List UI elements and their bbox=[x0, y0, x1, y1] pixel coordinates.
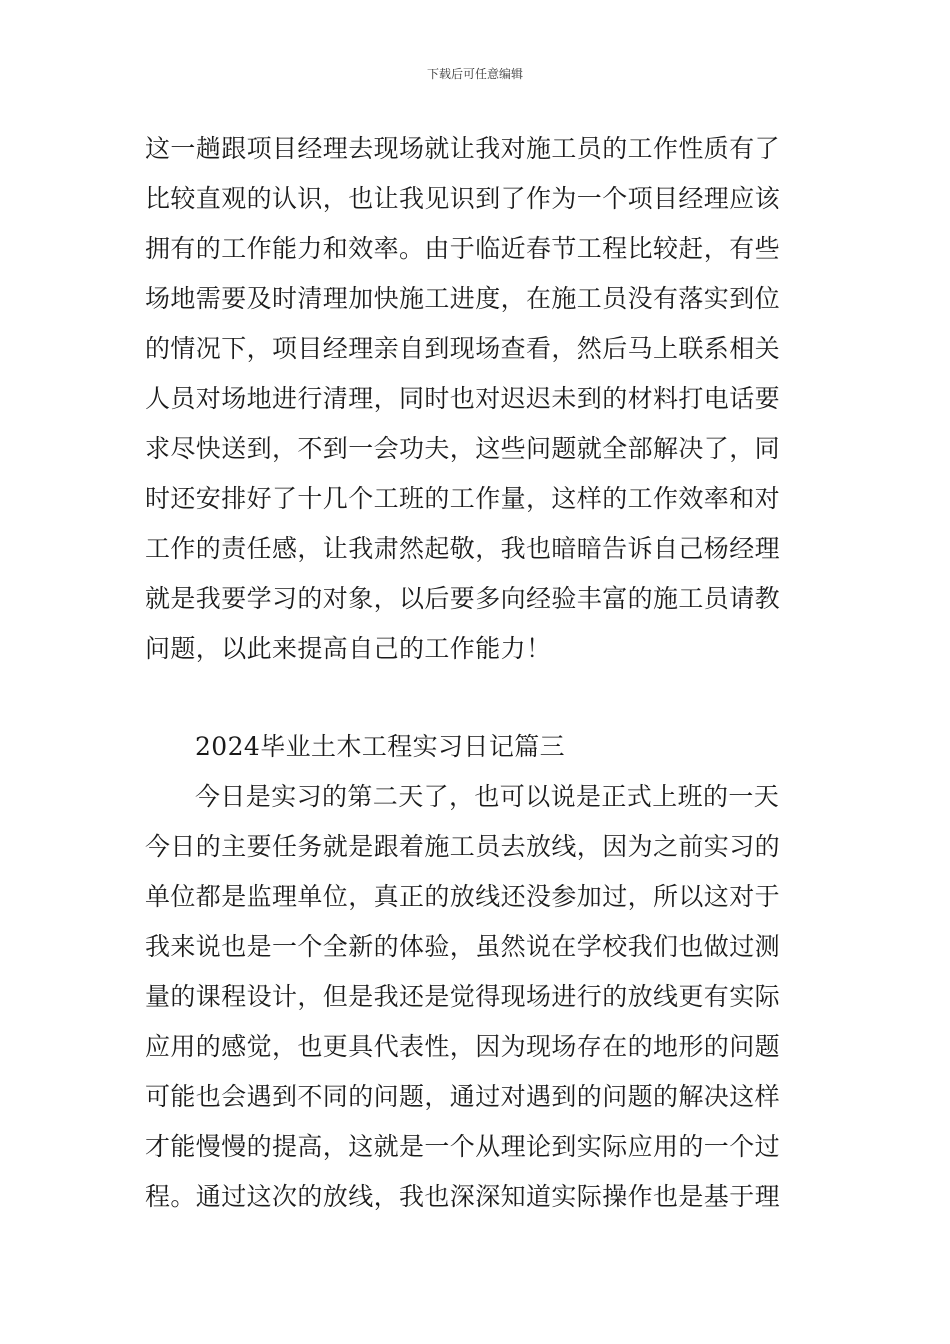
continuation-paragraph bbox=[145, 124, 825, 674]
text-line: 量的课程设计，但是我还是觉得现场进行的放线更有实际 bbox=[145, 982, 781, 1011]
text-line: 程。通过这次的放线，我也深深知道实际操作也是基于理 bbox=[145, 1182, 781, 1211]
diary-section bbox=[145, 722, 825, 1222]
text-line: 我来说也是一个全新的体验，虽然说在学校我们也做过测 bbox=[145, 932, 781, 961]
text-line: 才能慢慢的提高，这就是一个从理论到实际应用的一个过 bbox=[145, 1132, 781, 1161]
text-line: 的情况下，项目经理亲自到现场查看，然后马上联系相关 bbox=[145, 334, 781, 363]
text-line: 场地需要及时清理加快施工进度，在施工员没有落实到位 bbox=[145, 284, 781, 313]
text-line: 就是我要学习的对象，以后要多向经验丰富的施工员请教 bbox=[145, 584, 781, 613]
text-line: 工作的责任感，让我肃然起敬，我也暗暗告诉自己杨经理 bbox=[145, 534, 781, 563]
text-line: 人员对场地进行清理，同时也对迟迟未到的材料打电话要 bbox=[145, 384, 781, 413]
text-line: 时还安排好了十几个工班的工作量，这样的工作效率和对 bbox=[145, 484, 781, 513]
text-line: 今日是实习的第二天了，也可以说是正式上班的一天 bbox=[195, 782, 780, 811]
text-line: 今日的主要任务就是跟着施工员去放线，因为之前实习的 bbox=[145, 832, 781, 861]
text-line: 求尽快送到，不到一会功夫，这些问题就全部解决了，同 bbox=[145, 434, 781, 463]
text-line: 这一趟跟项目经理去现场就让我对施工员的工作性质有了 bbox=[145, 134, 781, 163]
section-heading: 2024毕业土木工程实习日记篇三 bbox=[195, 732, 566, 761]
text-line: 可能也会遇到不同的问题，通过对遇到的问题的解决这样 bbox=[145, 1082, 781, 1111]
text-line: 应用的感觉，也更具代表性，因为现场存在的地形的问题 bbox=[145, 1032, 781, 1061]
text-line: 比较直观的认识，也让我见识到了作为一个项目经理应该 bbox=[145, 184, 781, 213]
text-line: 拥有的工作能力和效率。由于临近春节工程比较赶，有些 bbox=[145, 234, 781, 263]
page-header-note: 下载后可任意编辑 bbox=[426, 67, 523, 81]
text-line: 单位都是监理单位，真正的放线还没参加过，所以这对于 bbox=[145, 882, 781, 911]
text-line: 问题，以此来提高自己的工作能力！ bbox=[145, 634, 552, 663]
